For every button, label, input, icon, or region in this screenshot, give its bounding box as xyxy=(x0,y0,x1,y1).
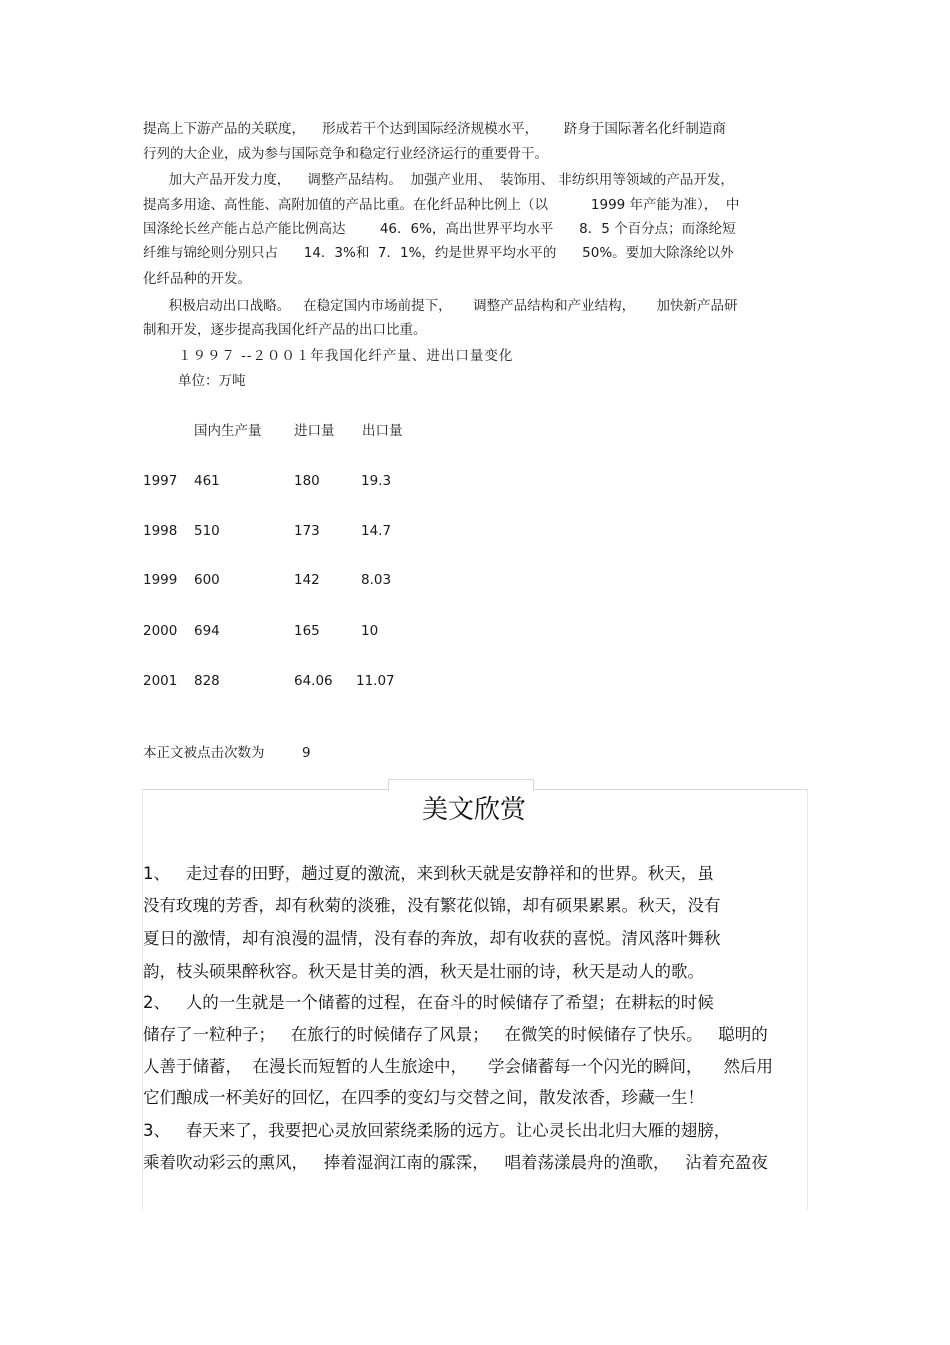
intro-line-1: 提高上下游产品的关联度， 形成若干个达到国际经济规模水平， 跻身于国际著名化纤制造商 xyxy=(143,121,726,137)
cell-year: 2000 xyxy=(143,623,178,639)
table-title: １９９７ --２００１年我国化纤产量、进出口量变化 xyxy=(178,348,514,364)
beauty-section-title: 美文欣赏 xyxy=(421,795,526,825)
beauty-line-4: 韵，枝头硕果醉秋容。秋天是甘美的酒，秋天是壮丽的诗，秋天是动人的歌。 xyxy=(143,962,704,981)
cell-export: 19.3 xyxy=(361,473,392,489)
cell-import: 142 xyxy=(294,572,320,588)
cell-export: 10 xyxy=(361,623,379,639)
beauty-line-8: 它们酿成一杯美好的回忆，在四季的变幻与交替之间，散发浓香，珍藏一生！ xyxy=(143,1088,704,1107)
header-import: 进口量 xyxy=(294,423,335,439)
cell-import: 180 xyxy=(294,473,320,489)
cell-import: 173 xyxy=(294,523,320,539)
intro-line-9: 制和开发，逐步提高我国化纤产品的出口比重。 xyxy=(143,322,427,338)
intro-line-2: 行列的大企业，成为参与国际竞争和稳定行业经济运行的重要骨干。 xyxy=(143,146,548,162)
cell-export: 8.03 xyxy=(361,572,392,588)
cell-domestic: 828 xyxy=(194,673,220,689)
beauty-line-2: 没有玫瑰的芳香，却有秋菊的淡雅，没有繁花似锦，却有硕果累累。秋天，没有 xyxy=(143,896,721,915)
beauty-line-1: 1、 走过春的田野，趟过夏的激流，来到秋天就是安静祥和的世界。秋天，虽 xyxy=(143,864,714,883)
cell-import: 165 xyxy=(294,623,320,639)
cell-year: 1997 xyxy=(143,473,178,489)
intro-line-4: 提高多用途、高性能、高附加值的产品比重。在化纤品种比例上（以 1999 年产能为准）， 中 xyxy=(143,197,740,213)
cell-year: 2001 xyxy=(143,673,178,689)
table-unit: 单位：万吨 xyxy=(178,373,246,389)
header-domestic: 国内生产量 xyxy=(194,423,262,439)
intro-line-3: 加大产品开发力度， 调整产品结构。 加强产业用、 装饰用、 非纺织用等领域的产品开发， xyxy=(143,172,734,188)
cell-year: 1998 xyxy=(143,523,178,539)
beauty-line-9: 3、 春天来了，我要把心灵放回萦绕柔肠的远方。让心灵长出北归大雁的翅膀， xyxy=(143,1121,731,1140)
intro-line-7: 化纤品种的开发。 xyxy=(143,271,251,287)
cell-domestic: 600 xyxy=(194,572,220,588)
cell-domestic: 461 xyxy=(194,473,220,489)
beauty-section-tab xyxy=(388,779,534,791)
beauty-line-7: 人善于储蓄， 在漫长而短暂的人生旅途中， 学会储蓄每一个闪光的瞬间， 然后用 xyxy=(143,1057,773,1076)
intro-line-5: 国涤纶长丝产能占总产能比例高达 46．6%，高出世界平均水平 8．5 个百分点；而涤纶短 xyxy=(143,221,736,237)
intro-line-6: 纤维与锦纶则分别只占 14．3%和 7．1%，约是世界平均水平的 50%。要加大除涤纶以外 xyxy=(143,245,734,261)
cell-export: 11.07 xyxy=(356,673,395,689)
click-count-label: 本正文被点击次数为 xyxy=(143,745,265,761)
intro-line-8: 积极启动出口战略。 在稳定国内市场前提下， 调整产品结构和产业结构， 加快新产品研 xyxy=(143,298,738,314)
beauty-line-3: 夏日的激情，却有浪漫的温情，没有春的奔放，却有收获的喜悦。清风落叶舞秋 xyxy=(143,929,721,948)
beauty-line-6: 储存了一粒种子； 在旅行的时候储存了风景； 在微笑的时候储存了快乐。 聪明的 xyxy=(143,1025,768,1044)
click-count-value: 9 xyxy=(302,745,311,761)
cell-export: 14.7 xyxy=(361,523,392,539)
cell-year: 1999 xyxy=(143,572,178,588)
beauty-line-10: 乘着吹动彩云的熏风， 捧着湿润江南的霡霂， 唱着荡漾晨舟的渔歌， 沾着充盈夜 xyxy=(143,1153,768,1172)
beauty-line-5: 2、 人的一生就是一个储蓄的过程，在奋斗的时候储存了希望；在耕耘的时候 xyxy=(143,993,714,1012)
cell-domestic: 694 xyxy=(194,623,220,639)
cell-import: 64.06 xyxy=(294,673,333,689)
header-export: 出口量 xyxy=(362,423,403,439)
cell-domestic: 510 xyxy=(194,523,220,539)
